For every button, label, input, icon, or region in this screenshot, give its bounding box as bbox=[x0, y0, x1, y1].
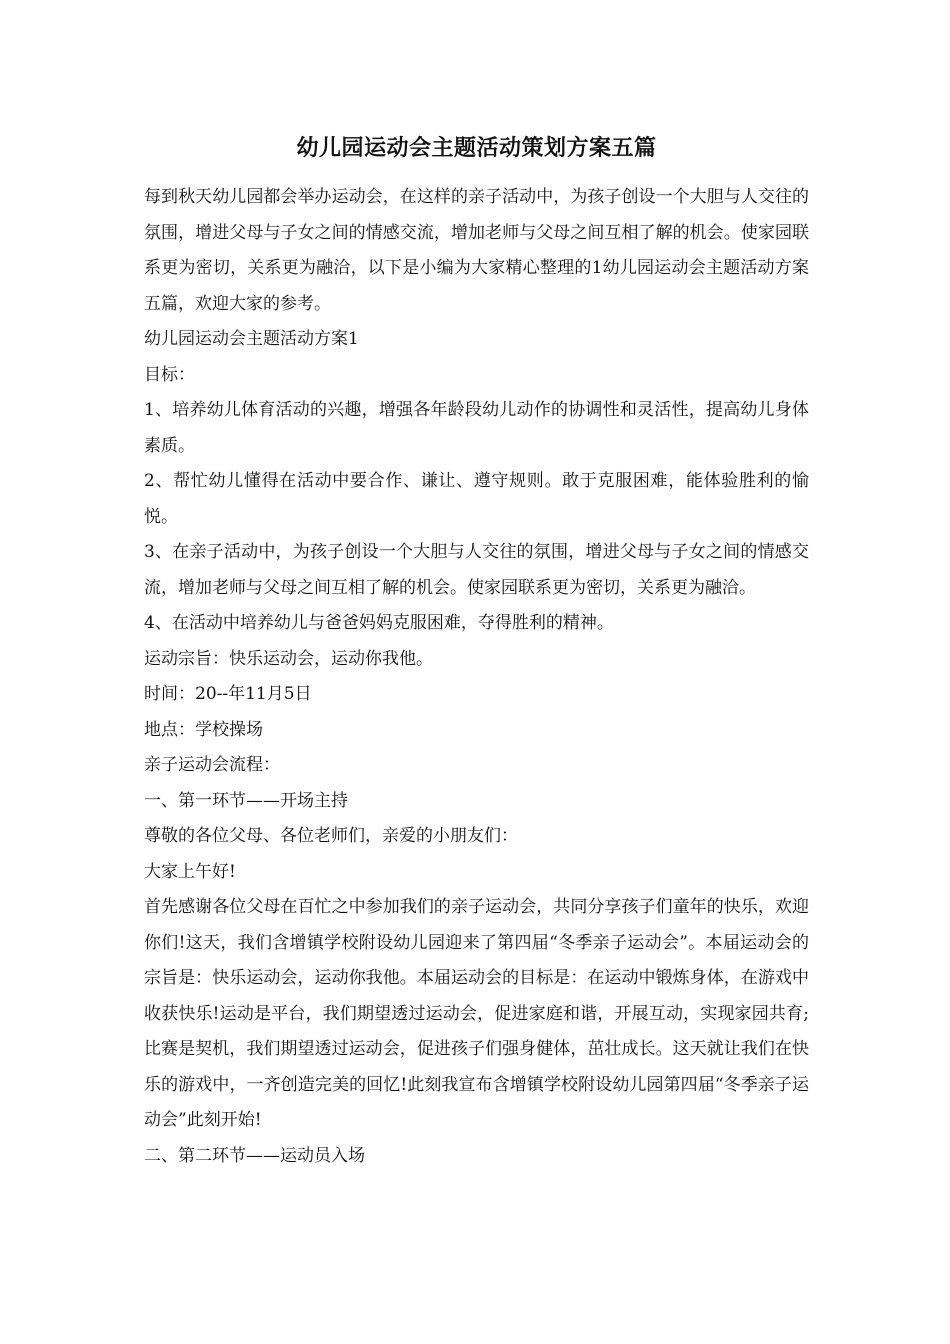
goal-item-1: 1、培养幼儿体育活动的兴趣，增强各年龄段幼儿动作的协调性和灵活性，提高幼儿身体素质。 bbox=[144, 400, 809, 456]
goal-item-2: 2、帮忙幼儿懂得在活动中要合作、谦让、遵守规则。敢于克服困难，能体验胜利的愉悦。 bbox=[144, 471, 809, 527]
good-morning-line: 大家上午好! bbox=[144, 861, 236, 882]
procedure-label: 亲子运动会流程： bbox=[144, 755, 280, 775]
document-title: 幼儿园运动会主题活动策划方案五篇 bbox=[296, 135, 657, 161]
stage-1-heading: 一、第一环节——开场主持 bbox=[144, 790, 348, 811]
section-heading-plan-1: 幼儿园运动会主题活动方案1 bbox=[144, 329, 359, 349]
goal-item-3: 3、在亲子活动中，为孩子创设一个大胆与人交往的氛围，增进父母与子女之间的情感交流，增加老师与父母之间互相了解的机会。使家园联系更为密切，关系更为融洽。 bbox=[144, 542, 809, 598]
intro-paragraph: 每到秋天幼儿园都会举办运动会，在这样的亲子活动中，为孩子创设一个大胆与人交往的氛围，增进父母与子女之间的情感交流，增加老师与父母之间互相了解的机会。使家园联系更为密切，关系更为融洽，以下是小编为大家精心整理的1幼儿园运动会主题活动方案五篇，欢迎大家的参考。 bbox=[144, 187, 809, 314]
event-location: 地点：学校操场 bbox=[144, 719, 263, 740]
goal-item-4: 4、在活动中培养幼儿与爸爸妈妈克服困难，夺得胜利的精神。 bbox=[144, 613, 614, 633]
greeting-line: 尊敬的各位父母、各位老师们，亲爱的小朋友们： bbox=[144, 826, 518, 846]
opening-speech: 首先感谢各位父母在百忙之中参加我们的亲子运动会，共同分享孩子们童年的快乐，欢迎你们!这天，我们含增镇学校附设幼儿园迎来了第四届“冬季亲子运动会”。本届运动会的宗旨是：快乐运动会，运动你我他。本届运动会的目标是：在运动中锻炼身体，在游戏中收获快乐!运动是平台，我们期望透过运动会，促进家庭和谐，开展互动，实现家园共育;比赛是契机，我们期望透过运动会，促进孩子们强身健体，茁壮成长。这天就让我们在快乐的游戏中，一齐创造完美的回忆!此刻我宣布含增镇学校附设幼儿园第四届“冬季亲子运动会”此刻开始! bbox=[144, 897, 809, 1130]
goals-label: 目标： bbox=[144, 364, 195, 385]
document-page bbox=[144, 128, 809, 1174]
event-time: 时间：20--年11月5日 bbox=[144, 684, 312, 704]
stage-2-heading: 二、第二环节——运动员入场 bbox=[144, 1145, 365, 1166]
sports-purpose: 运动宗旨：快乐运动会，运动你我他。 bbox=[144, 648, 433, 669]
